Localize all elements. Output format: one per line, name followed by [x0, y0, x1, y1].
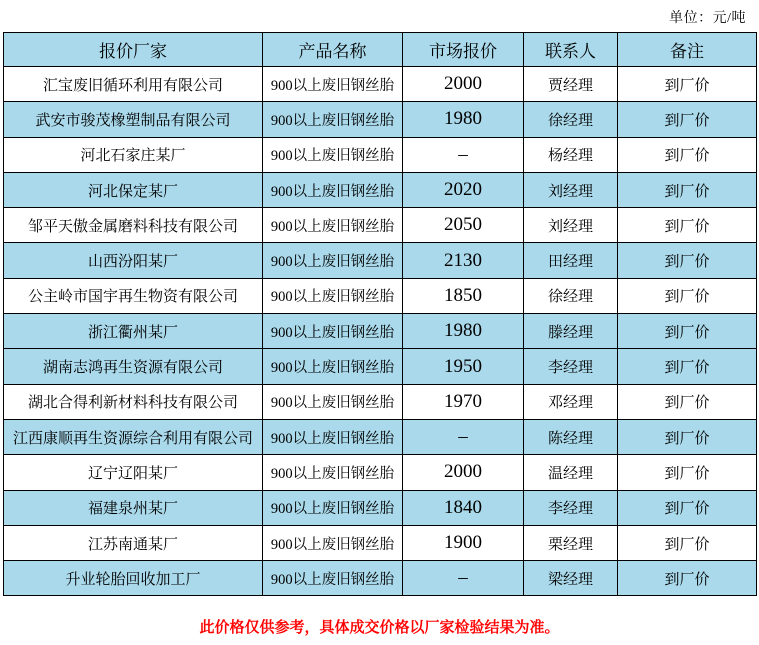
cell-contact: 滕经理 — [524, 314, 618, 349]
cell-price: 1950 — [403, 349, 524, 384]
column-header-product: 产品名称 — [263, 33, 403, 67]
cell-company: 武安市骏茂橡塑制品有限公司 — [4, 102, 263, 137]
footer-disclaimer: 此价格仅供参考，具体成交价格以厂家检验结果为准。 — [199, 620, 560, 636]
table-header — [4, 33, 757, 67]
table-row — [4, 561, 757, 596]
cell-contact: 刘经理 — [524, 172, 618, 207]
cell-price: 2000 — [403, 455, 524, 490]
cell-product: 900以上废旧钢丝胎 — [263, 561, 403, 596]
cell-product: 900以上废旧钢丝胎 — [263, 243, 403, 278]
cell-contact: 邓经理 — [524, 384, 618, 419]
cell-contact: 田经理 — [524, 243, 618, 278]
cell-company: 福建泉州某厂 — [4, 490, 263, 525]
cell-product: 900以上废旧钢丝胎 — [263, 419, 403, 454]
cell-price: 2050 — [403, 208, 524, 243]
cell-company: 湖南志鸿再生资源有限公司 — [4, 349, 263, 384]
cell-product: 900以上废旧钢丝胎 — [263, 490, 403, 525]
cell-note: 到厂价 — [618, 349, 757, 384]
cell-note: 到厂价 — [618, 490, 757, 525]
cell-product: 900以上废旧钢丝胎 — [263, 172, 403, 207]
cell-note: 到厂价 — [618, 561, 757, 596]
cell-product: 900以上废旧钢丝胎 — [263, 208, 403, 243]
column-header-company: 报价厂家 — [4, 33, 263, 67]
cell-product: 900以上废旧钢丝胎 — [263, 137, 403, 172]
cell-company: 江苏南通某厂 — [4, 525, 263, 560]
cell-note: 到厂价 — [618, 67, 757, 102]
cell-price: 1980 — [403, 102, 524, 137]
table-row — [4, 208, 757, 243]
cell-contact: 李经理 — [524, 349, 618, 384]
cell-note: 到厂价 — [618, 314, 757, 349]
cell-price: 2130 — [403, 243, 524, 278]
cell-company: 公主岭市国宇再生物资有限公司 — [4, 278, 263, 313]
cell-note: 到厂价 — [618, 172, 757, 207]
cell-note: 到厂价 — [618, 525, 757, 560]
cell-company: 邹平天傲金属磨料科技有限公司 — [4, 208, 263, 243]
cell-contact: 杨经理 — [524, 137, 618, 172]
cell-note: 到厂价 — [618, 243, 757, 278]
cell-company: 汇宝废旧循环利用有限公司 — [4, 67, 263, 102]
cell-price: 1900 — [403, 525, 524, 560]
cell-company: 升业轮胎回收加工厂 — [4, 561, 263, 596]
cell-product: 900以上废旧钢丝胎 — [263, 525, 403, 560]
cell-contact: 徐经理 — [524, 278, 618, 313]
unit-label: 单位：元/吨 — [669, 11, 746, 26]
cell-product: 900以上废旧钢丝胎 — [263, 455, 403, 490]
table-row — [4, 243, 757, 278]
cell-note: 到厂价 — [618, 102, 757, 137]
cell-price: 1980 — [403, 314, 524, 349]
cell-contact: 温经理 — [524, 455, 618, 490]
table-row — [4, 137, 757, 172]
cell-company: 浙江衢州某厂 — [4, 314, 263, 349]
cell-price: 2020 — [403, 172, 524, 207]
cell-contact: 陈经理 — [524, 419, 618, 454]
cell-contact: 李经理 — [524, 490, 618, 525]
cell-note: 到厂价 — [618, 384, 757, 419]
table-row — [4, 455, 757, 490]
table-row — [4, 102, 757, 137]
cell-contact: 刘经理 — [524, 208, 618, 243]
cell-price: 1970 — [403, 384, 524, 419]
column-header-price: 市场报价 — [403, 33, 524, 67]
cell-contact: 栗经理 — [524, 525, 618, 560]
column-header-note: 备注 — [618, 33, 757, 67]
table-row — [4, 490, 757, 525]
cell-product: 900以上废旧钢丝胎 — [263, 384, 403, 419]
cell-price: 2000 — [403, 67, 524, 102]
cell-note: 到厂价 — [618, 208, 757, 243]
cell-product: 900以上废旧钢丝胎 — [263, 102, 403, 137]
cell-price: 1850 — [403, 278, 524, 313]
cell-product: 900以上废旧钢丝胎 — [263, 278, 403, 313]
table-row — [4, 525, 757, 560]
cell-company: 辽宁辽阳某厂 — [4, 455, 263, 490]
cell-contact: 徐经理 — [524, 102, 618, 137]
header-row — [4, 33, 757, 67]
price-quote-table — [3, 32, 757, 596]
cell-note: 到厂价 — [618, 455, 757, 490]
cell-product: 900以上废旧钢丝胎 — [263, 349, 403, 384]
table-row — [4, 67, 757, 102]
table-row — [4, 419, 757, 454]
cell-price: – — [403, 137, 524, 172]
table-row — [4, 349, 757, 384]
cell-note: 到厂价 — [618, 137, 757, 172]
cell-price: – — [403, 419, 524, 454]
cell-contact: 梁经理 — [524, 561, 618, 596]
table-body — [4, 67, 757, 596]
table-row — [4, 384, 757, 419]
cell-contact: 贾经理 — [524, 67, 618, 102]
cell-company: 湖北合得利新材料科技有限公司 — [4, 384, 263, 419]
cell-company: 山西汾阳某厂 — [4, 243, 263, 278]
table-row — [4, 278, 757, 313]
cell-note: 到厂价 — [618, 278, 757, 313]
cell-product: 900以上废旧钢丝胎 — [263, 314, 403, 349]
cell-company: 江西康顺再生资源综合利用有限公司 — [4, 419, 263, 454]
cell-note: 到厂价 — [618, 419, 757, 454]
cell-price: 1840 — [403, 490, 524, 525]
cell-company: 河北保定某厂 — [4, 172, 263, 207]
table-row — [4, 314, 757, 349]
cell-price: – — [403, 561, 524, 596]
cell-company: 河北石家庄某厂 — [4, 137, 263, 172]
column-header-contact: 联系人 — [524, 33, 618, 67]
cell-product: 900以上废旧钢丝胎 — [263, 67, 403, 102]
table-row — [4, 172, 757, 207]
